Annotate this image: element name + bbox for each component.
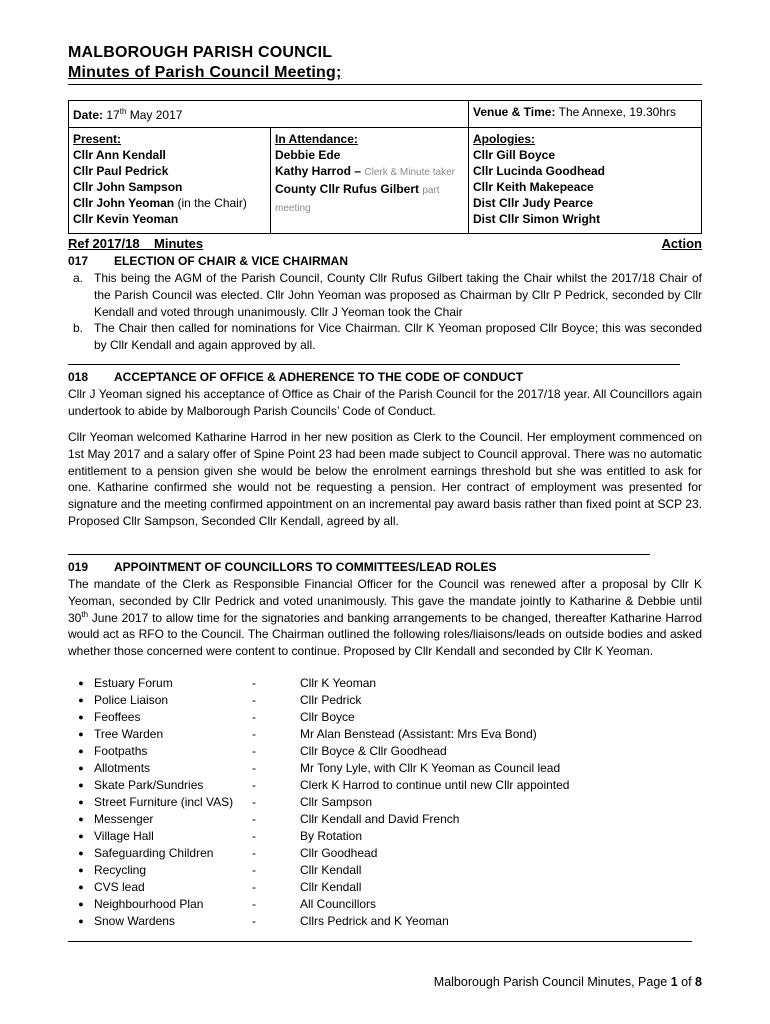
role-name: CVS lead (94, 880, 145, 894)
role-holder: Cllr Kendall and David French (300, 812, 460, 826)
role-row (68, 862, 702, 879)
apology: Cllr Lucinda Goodhead (473, 164, 606, 178)
role-name: Estuary Forum (94, 676, 173, 690)
role-dash: - (252, 778, 256, 792)
section-018-para-1: Cllr J Yeoman signed his acceptance of Office as Chair of the Parish Council for the 2017/18 year. All Councillors again undertook to abide by Malborough Parish Councils’ Code of Conduct. (68, 387, 702, 418)
ref-label: Ref 2017/18 Minutes (68, 236, 204, 251)
role-name: Snow Wardens (94, 914, 175, 928)
apologies-label: Apologies: (473, 132, 535, 146)
bullet-icon: ● (78, 695, 84, 705)
apology: Dist Cllr Judy Pearce (473, 196, 594, 210)
item-b-marker: b. (72, 321, 83, 335)
role-row (68, 794, 702, 811)
item-a-text: This being the AGM of the Parish Council, County Cllr Rufus Gilbert taking the Chair whilst the 2017/18 Chair of the Parish Council was elected. Cllr John Yeoman was proposed as Chairman by Cllr P Pedrick, seconded by Cllr Kendall and voted through unanimously. Cllr J Yeoman took the Chair (94, 271, 702, 319)
venue-label: Venue & Time: (473, 105, 556, 119)
bullet-icon: ● (78, 678, 84, 688)
present-label: Present: (73, 132, 122, 146)
bullet-icon: ● (78, 763, 84, 773)
bullet-icon: ● (78, 899, 84, 909)
role-dash: - (252, 727, 256, 741)
item-b (72, 320, 702, 354)
bullet-icon: ● (78, 814, 84, 824)
role-name: Feoffees (94, 710, 141, 724)
bullet-icon: ● (78, 746, 84, 756)
role-holder: Mr Alan Benstead (Assistant: Mrs Eva Bond) (300, 727, 537, 741)
page-number: 1 (670, 975, 678, 989)
present-member: Cllr John Sampson (73, 180, 183, 194)
role-holder: Cllr K Yeoman (300, 676, 377, 690)
section-018-para-2: Cllr Yeoman welcomed Katharine Harrod in her new position as Clerk to the Council. Her employment commenced on 1st May 2017 and a salary offer of Spine Point 23 had been made subject to Council approval. There was no automatic entitlement to a pension given she would be below the enrolment earnings threshold but she was entitled to ask for one. Katharine confirmed she would not be requesting a pension. Her contract of employment was presented for signature and the meeting confirmed appointment on an incremental pay award basis rather than fixed point at SCP 23. Proposed Cllr Sampson, Seconded Cllr Kendall, agreed by all. (68, 430, 702, 528)
title-rule (68, 84, 702, 85)
role-holder: Cllr Boyce (300, 710, 355, 724)
bullet-icon: ● (78, 797, 84, 807)
document-title (68, 64, 341, 82)
role-holder: Cllr Boyce & Cllr Goodhead (300, 744, 447, 758)
present-cell (69, 128, 271, 234)
para-text-b: June 2017 to allow time for the signatories and banking arrangements to be changed, thereafter Katharine Harrod would act as RFO to the Council. The Chairman outlined the following roles/liaisons/leads on outside bodies and asked whether those concerned were content to continue. Proposed by Cllr Kendall and seconded by Cllr K Yeoman. (68, 610, 702, 659)
role-dash: - (252, 693, 256, 707)
apology: Cllr Gill Boyce (473, 148, 556, 162)
role-holder: Cllr Goodhead (300, 846, 378, 860)
section-title: ELECTION OF CHAIR & VICE CHAIRMAN (114, 254, 348, 268)
role-name: Recycling (94, 863, 147, 877)
venue-value: The Annexe, 19.30hrs (558, 105, 677, 119)
section-number: 017 (68, 254, 89, 268)
role-holder: By Rotation (300, 829, 363, 843)
council-title: MALBOROUGH PARISH COUNCIL (68, 44, 333, 61)
role-row (68, 675, 702, 692)
role-holder: Clerk K Harrod to continue until new Cllr appointed (300, 778, 570, 792)
role-name: Street Furniture (incl VAS) (94, 795, 234, 809)
role-name: Tree Warden (94, 727, 164, 741)
date-suffix: th (81, 609, 89, 619)
role-row (68, 743, 702, 760)
apology: Dist Cllr Simon Wright (473, 212, 601, 226)
role-row (68, 709, 702, 726)
role-holder: Cllrs Pedrick and K Yeoman (300, 914, 449, 928)
role-holder: Cllr Kendall (300, 880, 362, 894)
role-row (68, 811, 702, 828)
para-text-a: The mandate of the Clerk as Responsible Financial Officer for the Council was renewed after a proposal by Cllr K Yeoman, seconded by Cllr Pedrick and voted unanimously. This gave the mandate jointly to Katharine & Debbie until 30 (68, 577, 702, 625)
role-dash: - (252, 744, 256, 758)
date-suffix: th (119, 107, 127, 116)
item-b-text: The Chair then called for nominations for Vice Chairman. Cllr K Yeoman proposed Cllr Boyce; this was seconded by Cllr Kendall and again approved by all. (94, 321, 702, 352)
attendee-note: Clerk & Minute taker (364, 167, 455, 178)
chair-note: (in the Chair) (177, 196, 247, 210)
date-rest: May 2017 (129, 108, 183, 122)
role-name: Safeguarding Children (94, 846, 214, 860)
role-holder: Cllr Sampson (300, 795, 373, 809)
role-row (68, 913, 702, 930)
section-018-heading (68, 369, 702, 386)
role-dash: - (252, 829, 256, 843)
section-title: APPOINTMENT OF COUNCILLORS TO COMMITTEES/LEAD ROLES (114, 560, 497, 574)
role-dash: - (252, 710, 256, 724)
date-cell (69, 101, 469, 128)
section-number: 019 (68, 560, 89, 574)
footer-of: of (677, 975, 696, 989)
section-separator (68, 364, 680, 365)
bullet-icon: ● (78, 729, 84, 739)
role-dash: - (252, 897, 256, 911)
attendee: County Cllr Rufus Gilbert (275, 182, 419, 196)
apology: Cllr Keith Makepeace (473, 180, 594, 194)
date-day: 17 (106, 108, 120, 122)
apologies-cell (469, 128, 702, 234)
role-row (68, 845, 702, 862)
role-dash: - (252, 676, 256, 690)
role-row (68, 896, 702, 913)
bullet-icon: ● (78, 848, 84, 858)
role-dash: - (252, 761, 256, 775)
present-member: Cllr Ann Kendall (73, 148, 166, 162)
footer-prefix: Malborough Parish Council Minutes, Page (433, 975, 671, 989)
bullet-icon: ● (78, 712, 84, 722)
bullet-icon: ● (78, 865, 84, 875)
role-name: Skate Park/Sundries (94, 778, 204, 792)
attendee: Debbie Ede (275, 148, 341, 162)
section-019-para-1 (68, 576, 702, 660)
action-label: Action (661, 236, 702, 251)
role-row (68, 726, 702, 743)
section-017-heading (68, 253, 702, 270)
section-number: 018 (68, 370, 89, 384)
meeting-details-table (68, 100, 702, 234)
role-holder: Mr Tony Lyle, with Cllr K Yeoman as Council lead (300, 761, 561, 775)
date-label: Date: (73, 108, 104, 122)
present-chair (73, 195, 266, 211)
page-footer (434, 975, 702, 989)
attendee-county (275, 181, 464, 217)
attendee-note: part meeting (275, 185, 440, 214)
role-row (68, 692, 702, 709)
role-name: Village Hall (94, 829, 154, 843)
role-dash: - (252, 812, 256, 826)
attendance-label: In Attendance: (275, 132, 358, 146)
role-name: Neighbourhood Plan (94, 897, 204, 911)
venue-cell (469, 101, 702, 128)
role-dash: - (252, 914, 256, 928)
bullet-icon: ● (78, 882, 84, 892)
role-dash: - (252, 880, 256, 894)
role-name: Allotments (94, 761, 151, 775)
role-holder: Cllr Pedrick (300, 693, 362, 707)
section-019-heading (68, 559, 702, 576)
roles-list (68, 675, 702, 930)
attendee-clerk (275, 163, 464, 181)
attendance-cell (271, 128, 469, 234)
role-dash: - (252, 795, 256, 809)
role-row (68, 760, 702, 777)
section-title: ACCEPTANCE OF OFFICE & ADHERENCE TO THE CODE OF CONDUCT (114, 370, 524, 384)
present-member: Cllr John Yeoman (73, 196, 175, 210)
bullet-icon: ● (78, 916, 84, 926)
role-holder: All Councillors (300, 897, 377, 911)
role-dash: - (252, 846, 256, 860)
bullet-icon: ● (78, 780, 84, 790)
document-title-text: Minutes of Parish Council Meeting; (68, 64, 342, 81)
role-holder: Cllr Kendall (300, 863, 362, 877)
attendee: Kathy Harrod – (275, 164, 362, 178)
role-row (68, 828, 702, 845)
present-member: Cllr Paul Pedrick (73, 164, 169, 178)
minutes-ref-header (68, 236, 702, 252)
section-separator (68, 554, 650, 555)
section-separator (68, 941, 692, 942)
item-a-marker: a. (72, 271, 83, 285)
role-name: Footpaths (94, 744, 148, 758)
bullet-icon: ● (78, 831, 84, 841)
role-row (68, 777, 702, 794)
present-member: Cllr Kevin Yeoman (73, 212, 179, 226)
page-total: 8 (695, 975, 702, 989)
item-a (72, 270, 702, 320)
role-dash: - (252, 863, 256, 877)
role-name: Messenger (94, 812, 154, 826)
role-name: Police Liaison (94, 693, 169, 707)
role-row (68, 879, 702, 896)
